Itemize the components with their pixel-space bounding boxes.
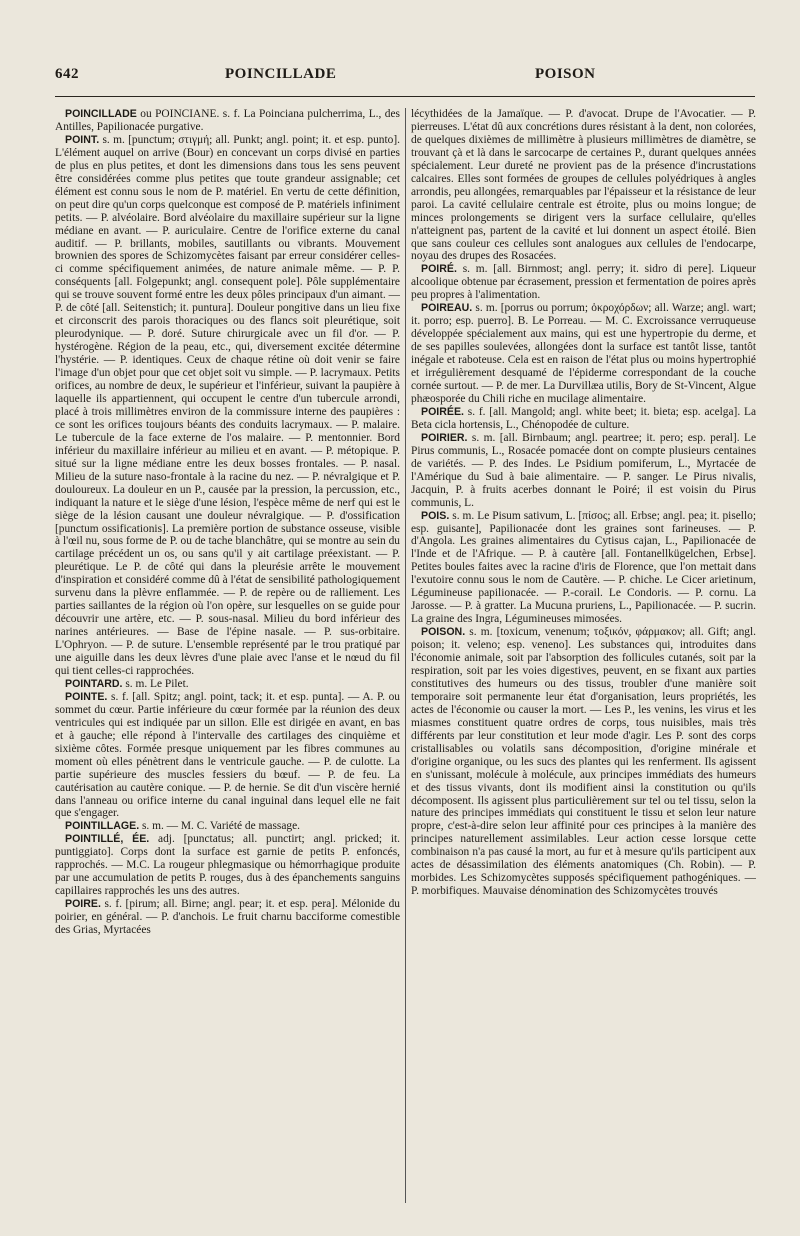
dictionary-entry (411, 302, 756, 406)
entry-text: s. m. [all. Birnmost; angl. perry; it. sidro di pere]. Liqueur alcoolique obtenue par écrasement, pression et fermentation de poires après peu propres à l'alimentation. (411, 263, 756, 302)
entry-headword: POIRIER. (421, 431, 468, 444)
page-header (55, 66, 760, 92)
dictionary-entry (55, 108, 400, 134)
entry-headword: POINTE. (65, 690, 108, 703)
entry-text: s. m. [toxicum, venenum; τοξικόν, φάρμακον; all. Gift; angl. poison; it. veleno; esp. veneno]. Les substances qui, introduites dans l'économie animale, soit par l'absorption des follicules cutanés, soit par la respiration, soit par les voies digestives, peuvent, en se fixant aux parties constitutives des humeurs ou des tissus, troubler d'une manière soit temporaire soit permanente leur état d'organisation, leurs propriétés, les actes de l'économie ou causer la mort. — Les P., les venins, les virus et les miasmes constituent quatre ordres de corps, tous nuisibles, mais très différents par leur constitution et leur mode d'agir. Les P. sont des corps cristallisables ou volatils sans décomposition, d'origine minérale et d'origine organique, ou les sucs des plantes qui les renferment. Ils agissent en s'unissant, molécule à molécule, aux principes immédiats des humeurs et des tissus vivants, dont ils modifient ainsi la constitution ou qu'ils décomposent. Ils agissent plus particulièrement sur tel ou tel tissu, selon la nature des principes immédiats qui constituent le tissu et selon leur nature propre, c'est-à-dire selon leur affinité pour ces principes à la manière des principes naturellement assimilables. Leur action cesse lorsque cette combinaison n'a pas causé la mort, au fur et à mesure qu'ils participent aux actes de désassimilation des éléments anatomiques (Ch. Robin). — P. morbides. Les Schizomycètes supposés spécifiquement pathogéniques. — P. morbifiques. Mauvaise dénomination des Schizomycètes trouvés (411, 626, 756, 898)
entry-headword: POISON. (421, 626, 466, 639)
entry-headword: POIRE. (65, 898, 101, 911)
entry-text: s. m. — M. C. Variété de massage. (139, 820, 300, 833)
dictionary-entry (411, 263, 756, 302)
dictionary-entry (55, 678, 400, 691)
entry-text: lécythidées de la Jamaïque. — P. d'avocat. Drupe de l'Avocatier. — P. pierreuses. L'état dû aux concrétions dures résistant à la dent, non colorées, de quelques dixièmes de millimètre à plusieurs millimètres de diamètre, se trouvant çà et là dans le sarcocarpe de certaines P., durant quelques années spécialement. Leur dureté ne provient pas de la présence d'incrustations calcaires. Elles sont formées de groupes de cellules polyédriques à angles arrondis, peu allongées, remarquables par l'épaisseur et la résistance de leur paroi. La cavité cellulaire centrale est étroite, plus ou moins longue; de minces prolongements se dirigent vers la surface cellulaire, qu'elles n'atteignent pas, partent de la cavité et lui donnent un aspect étoilé. Bien que sans couleur ces cellules sont analogues aux cellules de l'endocarpe, noyau des drupes des Rosacées. (411, 108, 756, 263)
left-column (55, 108, 400, 1208)
entry-text: ou POINCIANE. s. f. La Poinciana pulcherrima, L., des Antilles, Papilionacée purgative. (55, 108, 400, 133)
dictionary-entry (411, 406, 756, 432)
entry-headword: POINTILLÉ, ÉE. (65, 833, 150, 846)
entry-headword: POIREAU. (421, 302, 473, 315)
entry-text: s. f. [pirum; all. Birne; angl. pear; it. et esp. pera]. Mélonide du poirier, en général. — P. d'anchois. Le fruit charnu bacciforme comestible des Grias, Myrtacées (55, 898, 400, 937)
entry-text: s. m. Le Pilet. (122, 677, 189, 690)
dictionary-entry (55, 833, 400, 898)
dictionary-entry (55, 691, 400, 821)
dictionary-entry (411, 432, 756, 510)
left-guide-word: POINCILLADE (225, 66, 337, 82)
dictionary-entry-continued (411, 108, 756, 263)
entry-headword: POINTARD. (65, 677, 123, 690)
column-divider (405, 108, 406, 1203)
entry-text: s. m. Le Pisum sativum, L. [πίσος; all. Erbse; angl. pea; it. pisello; esp. guisante], Papilionacée dont les graines sont farineuses. — P. d'Angola. Les graines alimentaires du Cytisus cajan, L., Papilionacée de l'Inde et de l'Afrique. — P. à cautère [all. Fontanellkügelchen, Erbse]. Petites boules faites avec la racine d'iris de Florence, que l'on mettait dans l'exutoire connu sous le nom de Cautère. — P. chiche. Le Cicer arietinum, Légumineuse papilionacée. — P.-corail. Le Condoris. — P. cornu. La Jarosse. — P. à gratter. La Mucuna pruriens, L., Papilionacée. — P. sucrin. La graine des Ingra, Légumineuses mimosées. (411, 509, 756, 626)
page-number: 642 (55, 66, 79, 82)
dictionary-entry (55, 134, 400, 678)
entry-text: s. m. [punctum; στιγμή; all. Punkt; angl. point; it. et esp. punto]. L'élément auquel on arrive (Bour) en concevant un corps divisé en parties de plus en plus petites, et dont les dimensions dans tous les sens peuvent être considérées comme plus petites que toute grandeur assignable; cet élément est connu sous le nom de P. matériel. En vertu de cette définition, on peut dire qu'un corps quelconque est composé de P. matériels infiniment petits. — P. alvéolaire. Bord alvéolaire du maxillaire supérieur sur la ligne médiane en avant. — P. auriculaire. Centre de l'orifice externe du canal auditif. — P. brillants, mobiles, sautillants ou vibrants. Mouvement brownien des spores de Schizomycètes faisant par erreur considérer celles-ci comme spécifiquement animées, de nature animale même. — P. P. conséquents [all. Folgepunkt; angl. consequent pole]. Pôle supplémentaire qui se trouve souvent formé entre les deux pôles principaux d'un aimant. — P. de côté [all. Seitenstich; it. puntura]. Douleur pongitive dans un lieu fixe et circonscrit des parois thoraciques ou des flancs soit pleurétique, soit pleurodynique. — P. doré. Suture chirurgicale avec un fil d'or. — P. hystérogène. Région de la peau, etc., qui, diversement excitée détermine l'hystérie. — P. identiques. Ceux de chaque rétine où doit venir se faire l'image d'un objet pour que cet objet soit vu simple. — P. lacrymaux. Petits orifices, au nombre de deux, le supérieur et l'inférieur, suivant la paupière à laquelle ils appartiennent, qui occupent le centre d'un tubercule arrondi, placé à trois millimètres environ de la commissure interne des paupières : ce sont les orifices toujours béants des conduits lacrymaux. — P. malaire. Le tubercule de la face externe de l'os malaire. — P. mentonnier. Bord inférieur du maxillaire inférieur au milieu et en avant. — P. métopique. P. situé sur la ligne médiane entre les deux bosses frontales. — P. nasal. Milieu de la suture naso-frontale à la racine du nez. — P. névralgique et P. douloureux. La douleur en un P., causée par la pression, la percussion, etc., indiquant la nature et le siège d'une lésion, l'espèce même de nerf qui est le siège de la lésion causant une douleur névralgique. — P. d'ossification [punctum ossificationis]. La première portion de substance osseuse, visible à l'œil nu, sous forme de P. ou de tache blanchâtre, qui se montre au sein du cartilage précédent un os, ou sans qu'il y ait cartilage préexistant. — P. pleurétique. Le P. de côté qui dans la pleurésie arrête le mouvement d'inspiration et considéré comme dû à l'état de sensibilité pathologiquement survenu dans la plèvre enflammée. — P. de repère ou de ralliement. Les parties saillantes de la région où l'on opère, sur lesquelles on se guide pour découvrir une artère, etc. — P. sous-nasal. Milieu du bord inférieur des narines antérieures. — Base de l'épine nasale. — P. sus-orbitaire. L'Ophryon. — P. de suture. L'ensemble représenté par le trou pratiqué par une aiguille dans les deux lèvres d'une plaie avec l'anse et le nœud du fil qui tient celles-ci rapprochées. (55, 133, 400, 677)
entry-headword: POIRÉE. (421, 405, 464, 418)
columns (55, 108, 755, 1218)
entry-headword: POINCILLADE (65, 108, 137, 120)
entry-headword: POIRÉ. (421, 263, 457, 276)
entry-headword: POINTILLAGE. (65, 820, 140, 833)
dictionary-entry (55, 898, 400, 937)
dictionary-entry (55, 820, 400, 833)
entry-headword: POIS. (421, 509, 450, 522)
entry-text: s. f. [all. Mangold; angl. white beet; it. bieta; esp. acelga]. La Beta cicla hortensis, L., Chénopodée de culture. (411, 405, 756, 431)
entry-text: s. m. [porrus ou porrum; ὀκροχόρδων; all. Warze; angl. wart; it. porro; esp. puerro]. B. Le Porreau. — M. C. Excroissance verruqueuse développée spécialement aux mains, qui est une hypertropie du derme, et de ses papilles soulevées, allongées dont la surface est tantôt lisse, tantôt inégale et raboteuse. Cela est en raison de l'état plus ou moins hypertrophié et irrégulièrement desquamé de l'épiderme correspondant de la couche cornée surtout. — P. de mer. La Durvillæa utilis, Bory de St-Vincent, Algue phæosporée du Chili riche en mucilage alimentaire. (411, 302, 756, 405)
right-column (411, 108, 756, 1208)
entry-text: s. f. [all. Spitz; angl. point, tack; it. et esp. punta]. — A. P. ou sommet du cœur. Partie inférieure du cœur formée par la réunion des deux ventricules qui est indiquée par un sillon. Elle est dirigée en avant, en bas et à gauche; elle répond à l'intervalle des cartilages des cinquième et sixième côtes. Formée presque uniquement par les fibres communes au moment où elles pénètrent dans le ventricule gauche. — P. de culotte. La partie supérieure des muscles fessiers du bœuf. — P. de feu. La cautérisation au cautère conique. — P. de hernie. Se dit d'un viscère hernié dans l'anneau ou orifice interne du canal inguinal dans lequel elle ne fait que s'engager. (55, 690, 400, 820)
dictionary-entry (411, 626, 756, 898)
header-rule (55, 96, 755, 97)
entry-text: s. m. [all. Birnbaum; angl. peartree; it. pero; esp. peral]. Le Pirus communis, L., Rosacée pomacée dont on compte plusieurs centaines de variétés. — P. des Indes. Le Psidium pomiferum, L., Myrtacée de l'Amérique du Sud à baie alimentaire. — P. sanger. Le Pirus nivalis, Jacquin, P. à fruits acerbes donnant le Poiré; il est voisin du Pirus communis, L. (411, 431, 756, 509)
entry-text: adj. [punctatus; all. punctirt; angl. pricked; it. puntiggiato]. Corps dont la surface est garnie de petits P. enfoncés, rapprochés. — M.C. La rougeur phlegmasique ou hémorrhagique produite par une accumulation de petits P. rouges, dus à des épanchements sanguins capillaires rapprochés les uns des autres. (55, 833, 400, 898)
dictionary-entry (411, 510, 756, 627)
right-guide-word: POISON (535, 66, 596, 82)
entry-headword: POINT. (65, 133, 100, 146)
